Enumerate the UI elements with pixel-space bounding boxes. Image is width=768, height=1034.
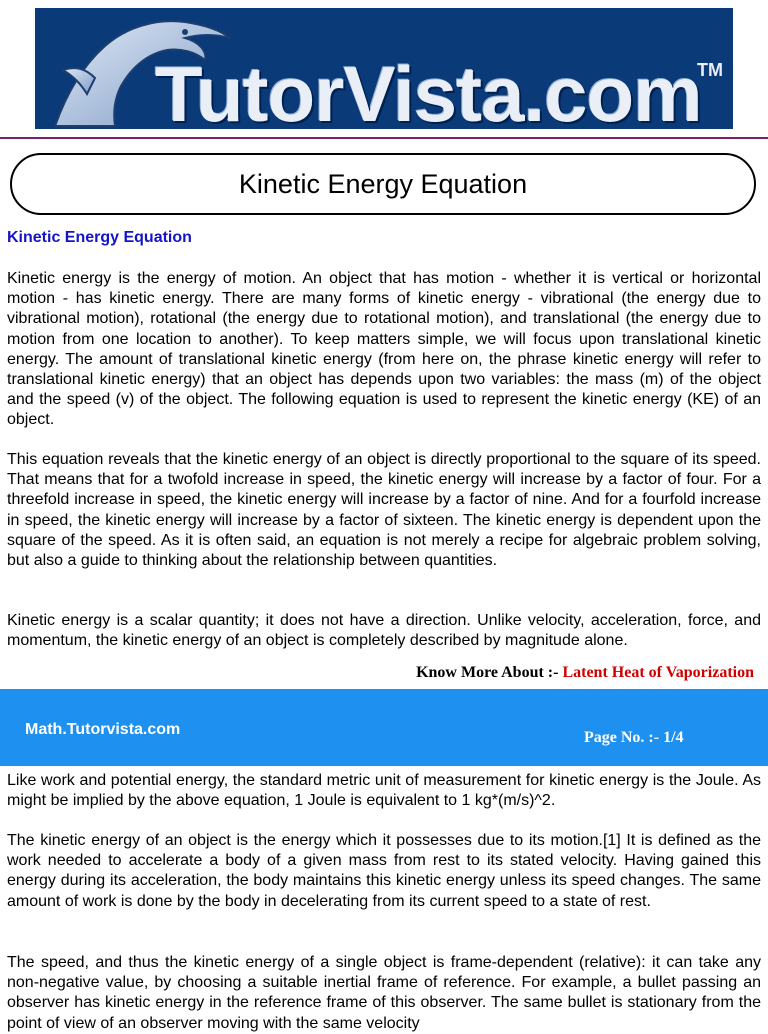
section-heading: Kinetic Energy Equation (7, 229, 192, 246)
paragraph-5: The kinetic energy of an object is the energy which it possesses due to its motion.[1] It is defined as the work needed to accelerate a body of a given mass from rest to its stated velocity. Having gained this energy during its acceleration, the body maintains this kinetic energy unless its speed changes. The same amount of work is done by the body in decelerating from its current speed to a state of rest. (7, 832, 761, 910)
paragraph-4: Like work and potential energy, the standard metric unit of measurement for kinetic energy is the Joule. As might be implied by the above equation, 1 Joule is equivalent to 1 kg*(m/s)^2. (7, 772, 761, 810)
paragraph-6: The speed, and thus the kinetic energy of a single object is frame-dependent (relative): it can take any non-negative value, by choosing a suitable inertial frame of reference. For example, a bullet passing an observer has kinetic energy in the reference frame of this observer. The same bullet is stationary from the point of view of an observer moving with the same velocity (7, 954, 761, 1032)
header-divider (0, 137, 768, 139)
know-more-link[interactable]: Latent Heat of Vaporization (562, 664, 754, 681)
paragraph-2: This equation reveals that the kinetic energy of an object is directly proportional to the square of its speed. That means that for a twofold increase in speed, the kinetic energy will increase by a factor of four. For a threefold increase in speed, the kinetic energy will increase by a factor of nine. And for a fourfold increase in speed, the kinetic energy will increase by a factor of sixteen. The kinetic energy is dependent upon the square of the speed. As it is often said, an equation is not merely a recipe for algebraic problem solving, but also a guide to thinking about the relationship between quantities. (7, 451, 761, 570)
paragraph-1: Kinetic energy is the energy of motion. An object that has motion - whether it is vertical or horizontal motion - has kinetic energy. There are many forms of kinetic energy - vibrational (the energy due to vibrational motion), rotational (the energy due to rotational motion), and translational (the energy due to motion from one location to another). To keep matters simple, we will focus upon translational kinetic energy. The amount of translational kinetic energy (from here on, the phrase kinetic energy will refer to translational kinetic energy) that an object has depends upon two variables: the mass (m) of the object and the speed (v) of the object. The following equation is used to represent the kinetic energy (KE) of an object. (7, 270, 761, 429)
brand-logo-text: TutorVista.com (155, 50, 702, 129)
header-banner (35, 8, 733, 129)
know-more (416, 664, 754, 682)
page-number: Page No. :- 1/4 (584, 729, 684, 746)
paragraph-3: Kinetic energy is a scalar quantity; it does not have a direction. Unlike velocity, acceleration, force, and momentum, the kinetic energy of an object is completely described by magnitude alone. (7, 612, 761, 650)
title-box (10, 153, 756, 215)
trademark-mark: TM (697, 60, 723, 80)
know-more-label: Know More About :- (416, 664, 563, 681)
footer-site-link[interactable]: Math.Tutorvista.com (25, 721, 181, 738)
footer-bar (0, 689, 768, 766)
page-title: Kinetic Energy Equation (238, 168, 528, 199)
